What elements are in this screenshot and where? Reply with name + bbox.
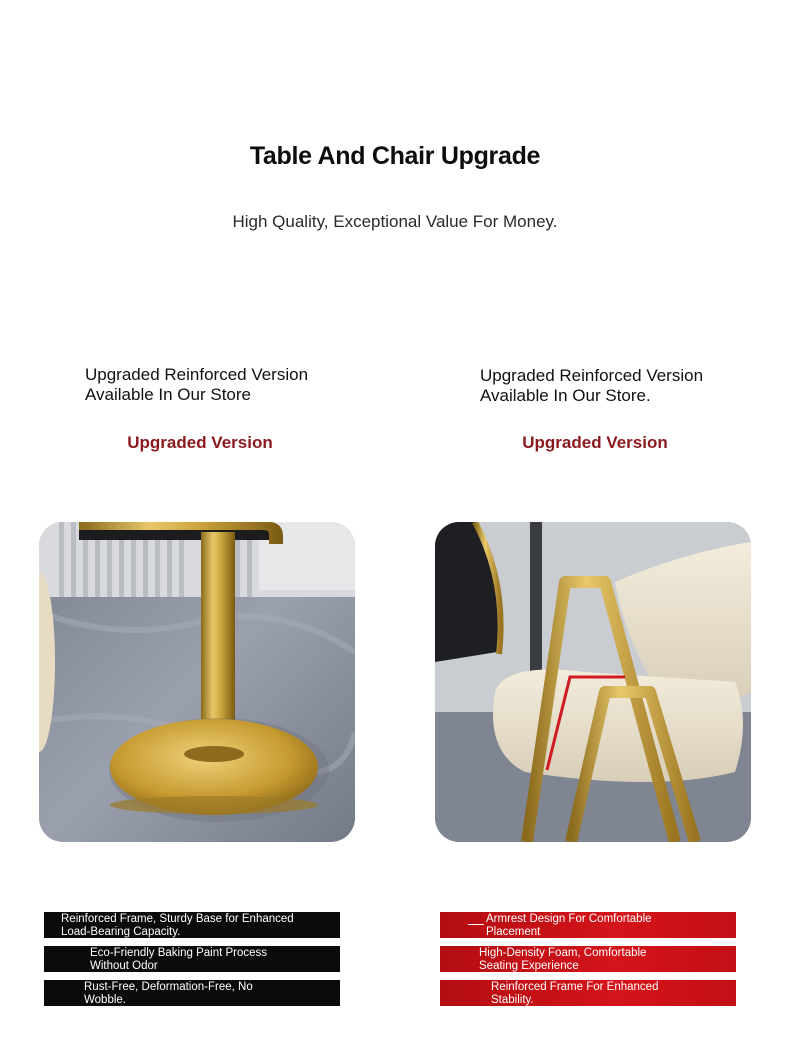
table-feature-list [44, 912, 340, 1014]
table-feature-item: Reinforced Frame, Sturdy Base for Enhanced Load-Bearing Capacity. [44, 912, 340, 938]
table-photo [39, 522, 355, 842]
table-feature-item: Rust-Free, Deformation-Free, No Wobble. [44, 980, 340, 1006]
table-upgraded-label: Upgraded Version [127, 433, 273, 452]
page-title: Table And Chair Upgrade [249, 142, 541, 170]
table-illustration [39, 522, 355, 842]
chair-feature-item: Reinforced Frame For Enhanced Stability. [440, 980, 736, 1006]
table-feature-item: Eco-Friendly Baking Paint Process Without Odor [44, 946, 340, 972]
chair-heading: Upgraded Reinforced Version Available In Our Store. [480, 366, 704, 405]
table-heading: Upgraded Reinforced Version Available In Our Store [85, 365, 309, 404]
chair-photo [435, 522, 751, 842]
accent-line [468, 924, 484, 925]
page-subtitle: High Quality, Exceptional Value For Money. [232, 212, 558, 231]
chair-upgraded-label: Upgraded Version [522, 433, 668, 452]
chair-feature-item: Armrest Design For Comfortable Placement [440, 912, 736, 938]
chair-illustration [435, 522, 751, 842]
chair-feature-item: High-Density Foam, Comfortable Seating Experience [440, 946, 736, 972]
chair-feature-list [440, 912, 736, 1014]
